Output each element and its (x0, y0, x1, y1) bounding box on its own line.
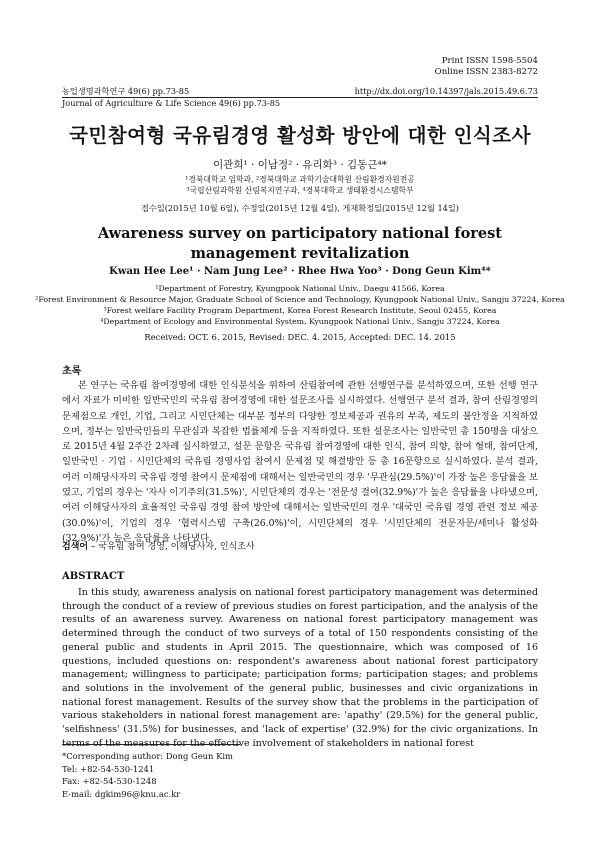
keywords (62, 539, 255, 552)
affiliations-ko (0, 174, 600, 196)
affiliation-ko-line: ³국립산림과학원 산림복지연구과, ⁴경북대학교 생태환경시스템학부 (186, 186, 414, 195)
abstract-ko-heading: 초록 (62, 366, 82, 377)
print-issn: Print ISSN 1598-5504 (441, 56, 538, 66)
keywords-text: – 국유림 참여 경영, 이해당사자, 인식조사 (90, 542, 255, 552)
abstract-ko-body: 본 연구는 국유림 참여경영에 대한 인식분석을 위하여 산림참여에 관한 선행연구를 분석하였으며, 또한 선행 연구에서 자료가 미비한 일반국민의 국유림 참여경영에 대한 설문조사를 실시하였다. 선행연구 분석 결과, 참여 산림경영의 문제점으로 개인, 기업, 그리고 시민단체는 대부분 정부의 다양한 정보제공과 권유의 부족, 제도의 불안정을 지적하였으며, 정부는 일반국민들의 무관심과 복잡한 법률체계 등을 지적하였다. 또한 설문조사는 일반국민 총 150명을 대상으로 2015년 4월 2주간 2차례 실시하였고, 설문 문항은 국유림 참여경영에 대한 인식, 참여 의향, 참여 형태, 참여단계, 일반국민 · 기업 · 시민단체의 국유림 경영사업 참여시 문제점 및 해결방안 등 총 16문항으로 실시하였다. 분석 결과, 여러 이해당사자의 국유림 경영 참여시 문제점에 대해서는 일반국민의 경우 '무관심(29.5%)'이 가장 높은 응답률을 보였고, 기업의 경우는 '자사 이기주의(31.5%)', 시민단체의 경우는 '전문성 결여(32.9%)'가 높은 응답률을 나타냈으며, 여러 이해당사자의 효율적인 국유림 경영 참여 방안에 대해서는 일반국민의 경우 '대국민 국유림 경영 관련 정보 제공(30.0%)'이, 기업의 경우 '협력시스템 구축(26.0%)'이, 시민단체의 경우 '시민단체의 전문자문/세미나 활성화(32.9%)'가 높은 응답률을 나타냈다. (62, 380, 538, 544)
doi-link[interactable]: http://dx.doi.org/10.14397/jals.2015.49.6.73 (354, 86, 538, 96)
authors-en: Kwan Hee Lee¹ · Nam Jung Lee² · Rhee Hwa Yoo³ · Dong Geun Kim⁴* (109, 266, 491, 277)
abstract-en-heading: ABSTRACT (62, 571, 125, 582)
affiliation-en-line: ²Forest Environment & Resource Major, Graduate School of Science and Technology, Kyungpook National Univ., Sangju 37224, Korea (35, 295, 565, 304)
footnote-rule (62, 744, 240, 745)
abstract-en (62, 586, 538, 750)
abstract-ko (62, 378, 538, 546)
email-link[interactable]: E-mail: dgkim96@knu.ac.kr (62, 788, 181, 799)
tel: Tel: +82-54-530-1241 (62, 763, 155, 774)
footnote (62, 750, 233, 800)
title-ko: 국민참여형 국유림경영 활성화 방안에 대한 인식조사 (69, 124, 531, 147)
header-rule (62, 97, 538, 98)
affiliation-ko-line: ¹경북대학교 임학과, ²경북대학교 과학기술대학원 산림환경자원전공 (185, 175, 415, 184)
online-issn: Online ISSN 2383-8272 (434, 67, 538, 77)
affiliation-en-line: ³Forest welfare Facility Program Department, Korea Forest Research Institute, Seoul 02455, Korea (103, 306, 497, 315)
authors-ko: 이관희¹ · 이남정² · 유리화³ · 김동근⁴* (213, 159, 387, 171)
dates-ko: 접수일(2015년 10월 6일), 수정일(2015년 12월 4일), 게재확정일(2015년 12월 14일) (141, 203, 459, 213)
fax: Fax: +82-54-530-1248 (62, 776, 157, 786)
title-en-line: Awareness survey on participatory national forest (98, 225, 502, 242)
abstract-en-body: In this study, awareness analysis on national forest participatory management was determined through the conduct of a review of previous studies on forest participation, and the analysis of the results of an awareness survey. Awareness on national forest participatory management was determined through the conduct of two surveys of a total of 150 respondents consisting of the general public and students in April 2015. The questionnaire, which was composed of 16 questions, included questions on: respondent's awareness about national forest participatory management; willingness to participate; participation forms; participation stages; and problems and solutions in the involvement of the general public, businesses and civic organizations in national forest management. Results of the survey show that the problems in the participation of various stakeholders in national forest management are: 'apathy' (29.5%) for the general public, 'selfishness' (31.5%) for businesses, and 'lack of expertise' (32.9%) for the civic organizations. In terms of the measures for the effective involvement of stakeholders in national forest (62, 587, 538, 749)
corresponding-author: *Corresponding author: Dong Geun Kim (62, 751, 233, 761)
affiliations-en (0, 283, 600, 327)
keywords-label: 검색어 (62, 542, 89, 552)
affiliation-en-line: ⁴Department of Ecology and Environmental System, Kyungpook National Univ., Sangju 37224, Korea (100, 317, 500, 326)
journal-ko: 농업생명과학연구 49(6) pp.73-85 (62, 86, 190, 96)
dates-en: Received: OCT. 6. 2015, Revised: DEC. 4. 2015, Accepted: DEC. 14. 2015 (144, 332, 456, 342)
affiliation-en-line: ¹Department of Forestry, Kyungpook National Univ., Daegu 41566, Korea (155, 284, 445, 293)
journal-en: Journal of Agriculture & Life Science 49(6) pp.73-85 (62, 98, 281, 108)
title-en (0, 224, 600, 264)
issn-block (435, 56, 538, 78)
title-en-line: management revitalization (190, 245, 410, 262)
